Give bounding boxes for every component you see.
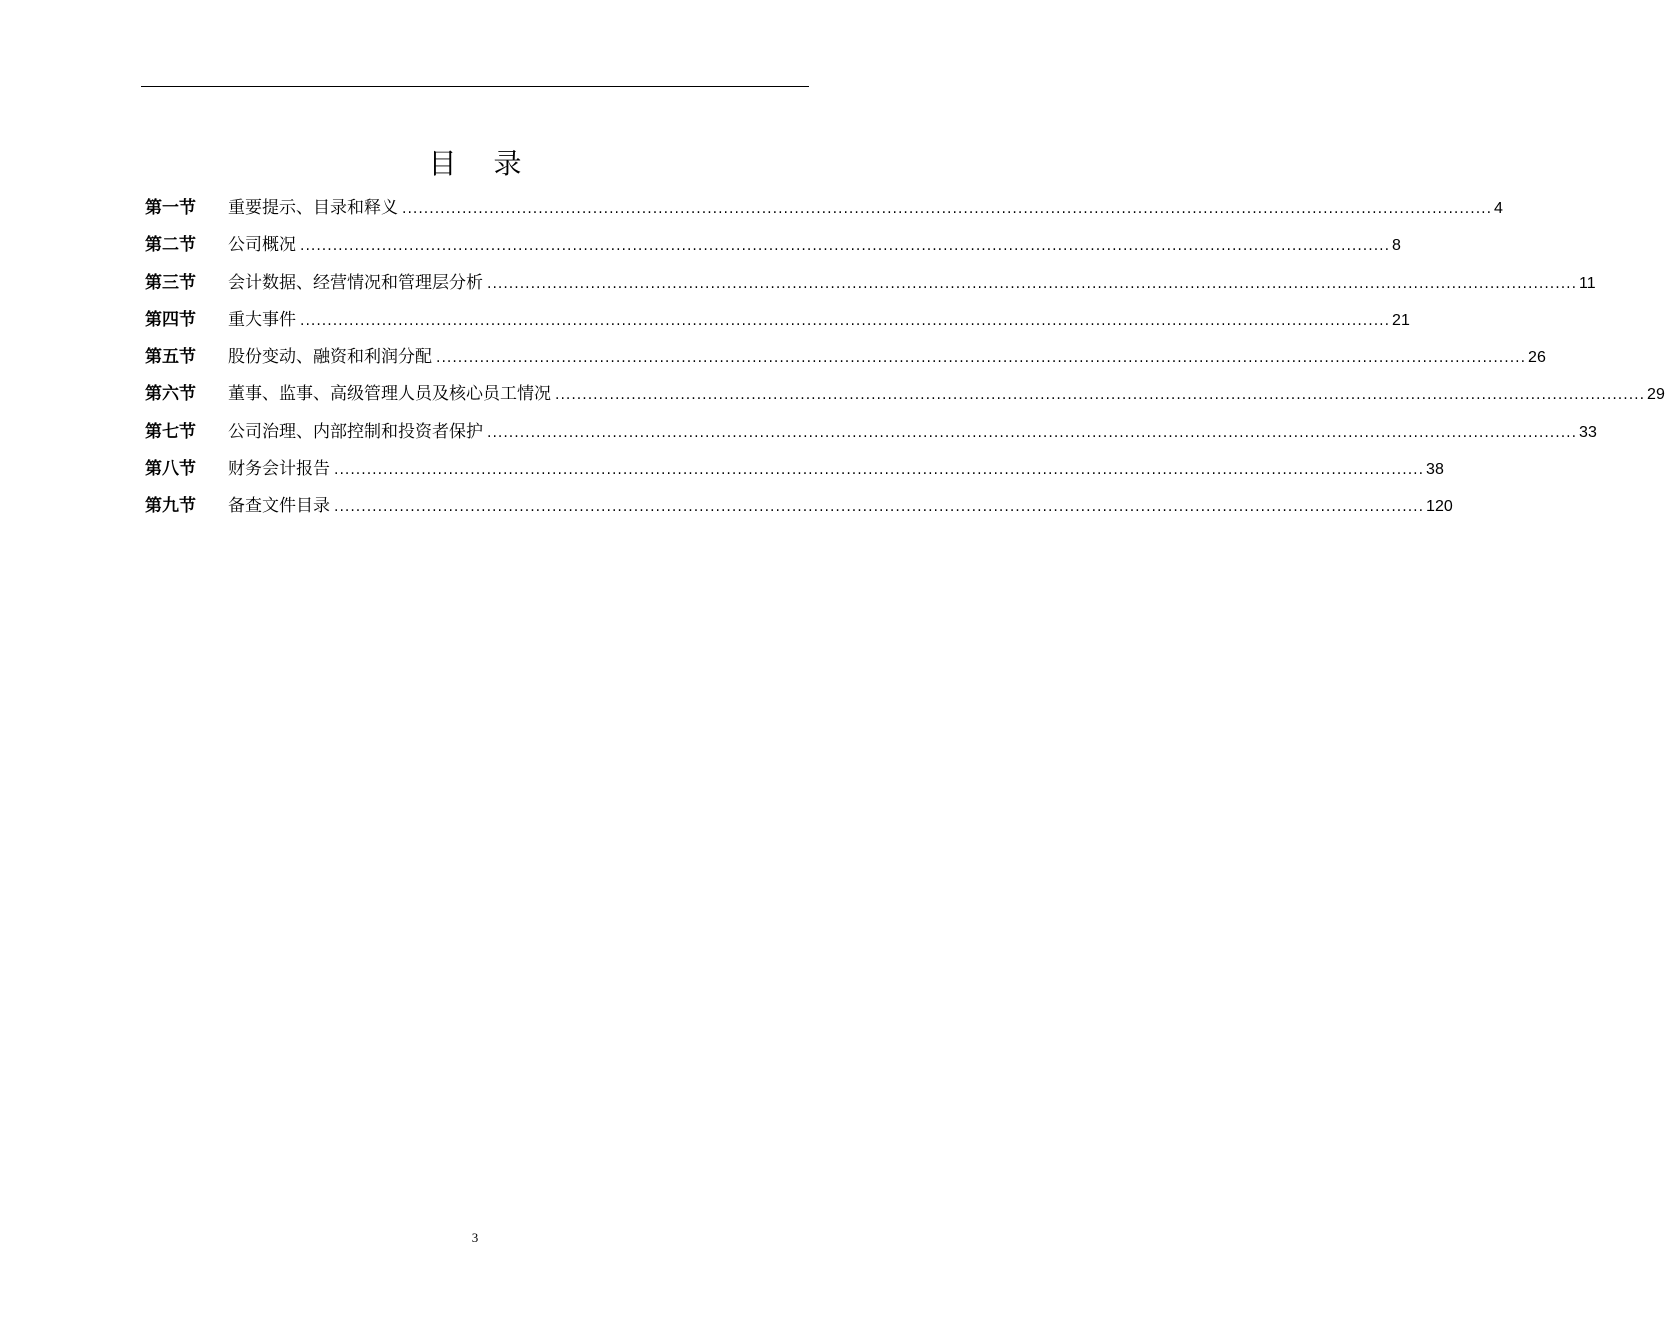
dot-leader: ........................................................................................................................................................................................................	[300, 312, 1391, 329]
toc-section-number: 第二节	[145, 235, 196, 256]
toc-entry-7[interactable]	[145, 414, 1597, 451]
toc-entry-9[interactable]	[145, 488, 1453, 525]
toc-entry-6[interactable]	[145, 376, 1665, 413]
toc-page-number: 38	[1426, 461, 1444, 479]
toc-section-number: 第八节	[145, 459, 196, 480]
header-rule	[141, 86, 809, 87]
toc-title: 目 录	[428, 147, 536, 180]
toc-entry-1[interactable]	[145, 190, 1503, 227]
toc-entry-title: 重大事件	[228, 309, 296, 330]
dot-leader: ........................................................................................................................................................................................................	[555, 387, 1646, 404]
toc-page-number: 29	[1647, 386, 1665, 404]
toc-entry-title: 备查文件目录	[228, 496, 330, 517]
toc-section-number: 第九节	[145, 496, 196, 517]
dot-leader: ........................................................................................................................................................................................................	[300, 238, 1391, 255]
toc-page-number: 8	[1392, 237, 1401, 255]
toc-entry-title: 董事、监事、高级管理人员及核心员工情况	[228, 384, 551, 405]
toc-section-number: 第三节	[145, 272, 196, 293]
toc-entry-8[interactable]	[145, 451, 1444, 488]
toc-page-number: 11	[1579, 274, 1596, 292]
dot-leader: ........................................................................................................................................................................................................	[334, 499, 1425, 516]
toc-section-number: 第四节	[145, 309, 196, 330]
toc-entry-title: 公司治理、内部控制和投资者保护	[228, 421, 483, 442]
toc-entry-4[interactable]	[145, 302, 1410, 339]
toc-entry-3[interactable]	[145, 265, 1596, 302]
table-of-contents	[145, 190, 1665, 526]
toc-entry-title: 重要提示、目录和释义	[228, 198, 398, 218]
dot-leader: ........................................................................................................................................................................................................	[487, 424, 1578, 441]
toc-entry-title: 会计数据、经营情况和管理层分析	[228, 272, 483, 293]
dot-leader: ........................................................................................................................................................................................................	[402, 201, 1493, 217]
dot-leader: ........................................................................................................................................................................................................	[334, 462, 1425, 479]
toc-section-number: 第一节	[145, 198, 196, 218]
toc-page-number: 21	[1392, 311, 1410, 329]
toc-section-number: 第七节	[145, 421, 196, 442]
toc-entry-title: 公司概况	[228, 235, 296, 256]
toc-page-number: 26	[1528, 349, 1546, 367]
toc-page-number: 4	[1494, 200, 1503, 217]
toc-page-number: 120	[1426, 498, 1453, 516]
toc-entry-5[interactable]	[145, 339, 1546, 376]
toc-page-number: 33	[1579, 423, 1597, 441]
dot-leader: ........................................................................................................................................................................................................	[487, 275, 1578, 292]
toc-entry-title: 财务会计报告	[228, 459, 330, 480]
page-number: 3	[471, 1230, 479, 1245]
toc-entry-2[interactable]	[145, 227, 1401, 264]
toc-section-number: 第五节	[145, 347, 196, 368]
toc-section-number: 第六节	[145, 384, 196, 405]
dot-leader: ........................................................................................................................................................................................................	[436, 350, 1527, 367]
toc-entry-title: 股份变动、融资和利润分配	[228, 347, 432, 368]
